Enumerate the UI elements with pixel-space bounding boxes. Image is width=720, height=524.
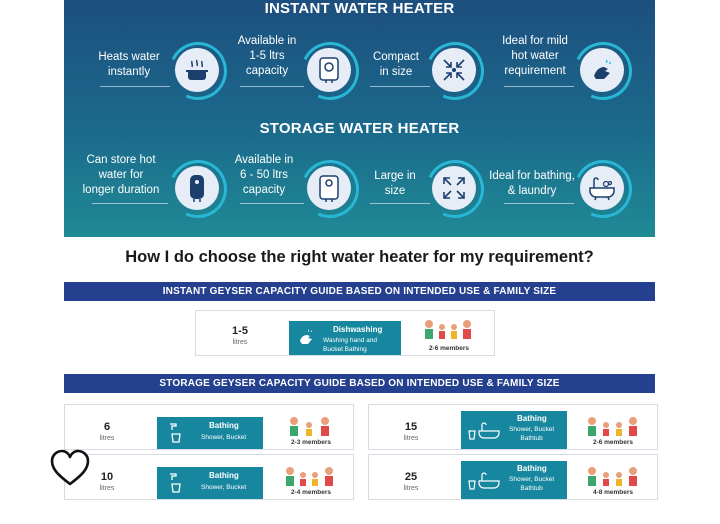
heart-outline-icon[interactable]	[48, 448, 92, 490]
storage-capacity-card	[64, 404, 354, 450]
shower-bucket-icon	[167, 472, 183, 494]
storage-guide-title: STORAGE GEYSER CAPACITY GUIDE BASED ON INTENDED USE & FAMILY SIZE	[64, 374, 655, 393]
divider	[504, 86, 574, 87]
members-count: 2-6 members	[592, 439, 634, 446]
expand-arrows-icon	[432, 166, 476, 210]
members-count: 2-6 members	[428, 345, 470, 352]
storage-capacity-card	[368, 454, 658, 500]
hand-wash-icon	[297, 327, 315, 347]
instant-feature-2-text: Available in 1-5 ltrs capacity	[237, 35, 297, 77]
intended-use-box: Dishwashing Washing hand and Bucket Bathing	[289, 321, 401, 355]
divider	[240, 86, 304, 87]
shower-bucket-icon	[167, 422, 183, 444]
compact-geyser-icon	[307, 48, 351, 92]
divider	[370, 203, 430, 204]
shower-bathtub-icon	[467, 421, 501, 441]
storage-capacity-card	[64, 454, 354, 500]
family-icon	[287, 415, 333, 439]
instant-feature-3-text: Compact in size	[372, 51, 420, 78]
family-icon	[585, 415, 641, 439]
members-count: 4-8 members	[592, 489, 634, 496]
intended-use-box: Bathing Shower, Bucket Bathtub	[461, 461, 567, 499]
divider	[100, 86, 170, 87]
instant-heater-title: INSTANT WATER HEATER	[264, 0, 455, 17]
family-icon	[283, 465, 337, 489]
members-count: 2-3 members	[290, 439, 332, 446]
capacity-value: 15 litres	[403, 421, 419, 442]
storage-tank-icon	[175, 166, 219, 210]
instant-guide-title: INSTANT GEYSER CAPACITY GUIDE BASED ON INTENDED USE & FAMILY SIZE	[64, 282, 655, 301]
divider	[240, 203, 304, 204]
members-count: 2-4 members	[290, 489, 332, 496]
family-icon	[585, 465, 641, 489]
storage-feature-3-text: Large in size	[374, 170, 416, 197]
family-icon	[422, 317, 474, 343]
steaming-pot-icon	[175, 48, 219, 92]
section-question-heading: How I do choose the right water heater for my requirement?	[125, 248, 594, 266]
bathtub-icon	[580, 166, 624, 210]
intended-use-box: Bathing Shower, Bucket	[157, 467, 263, 499]
capacity-value: 25 litres	[403, 471, 419, 492]
intended-use-box: Bathing Shower, Bucket	[157, 417, 263, 449]
divider	[92, 203, 168, 204]
capacity-value: 1-5 litres	[232, 325, 248, 346]
instant-feature-1-text: Heats water instantly	[98, 51, 160, 78]
divider	[504, 203, 574, 204]
shrink-arrows-icon	[432, 48, 476, 92]
heater-comparison-banner	[64, 0, 655, 237]
storage-feature-4-text: Ideal for bathing, & laundry	[489, 170, 575, 197]
storage-feature-1-text: Can store hot water for longer duration	[82, 154, 160, 196]
storage-geyser-icon	[307, 166, 351, 210]
instant-feature-4-text: Ideal for mild hot water requirement	[502, 35, 568, 77]
storage-heater-title: STORAGE WATER HEATER	[259, 120, 460, 137]
divider	[370, 86, 430, 87]
intended-use-box: Bathing Shower, Bucket Bathtub	[461, 411, 567, 449]
storage-feature-2-text: Available in 6 - 50 ltrs capacity	[234, 154, 294, 196]
storage-capacity-card	[368, 404, 658, 450]
instant-capacity-card	[195, 310, 495, 356]
capacity-value: 6 litres	[99, 421, 115, 442]
hand-wash-icon	[580, 48, 624, 92]
shower-bathtub-icon	[467, 471, 501, 491]
capacity-value: 10 litres	[99, 471, 115, 492]
